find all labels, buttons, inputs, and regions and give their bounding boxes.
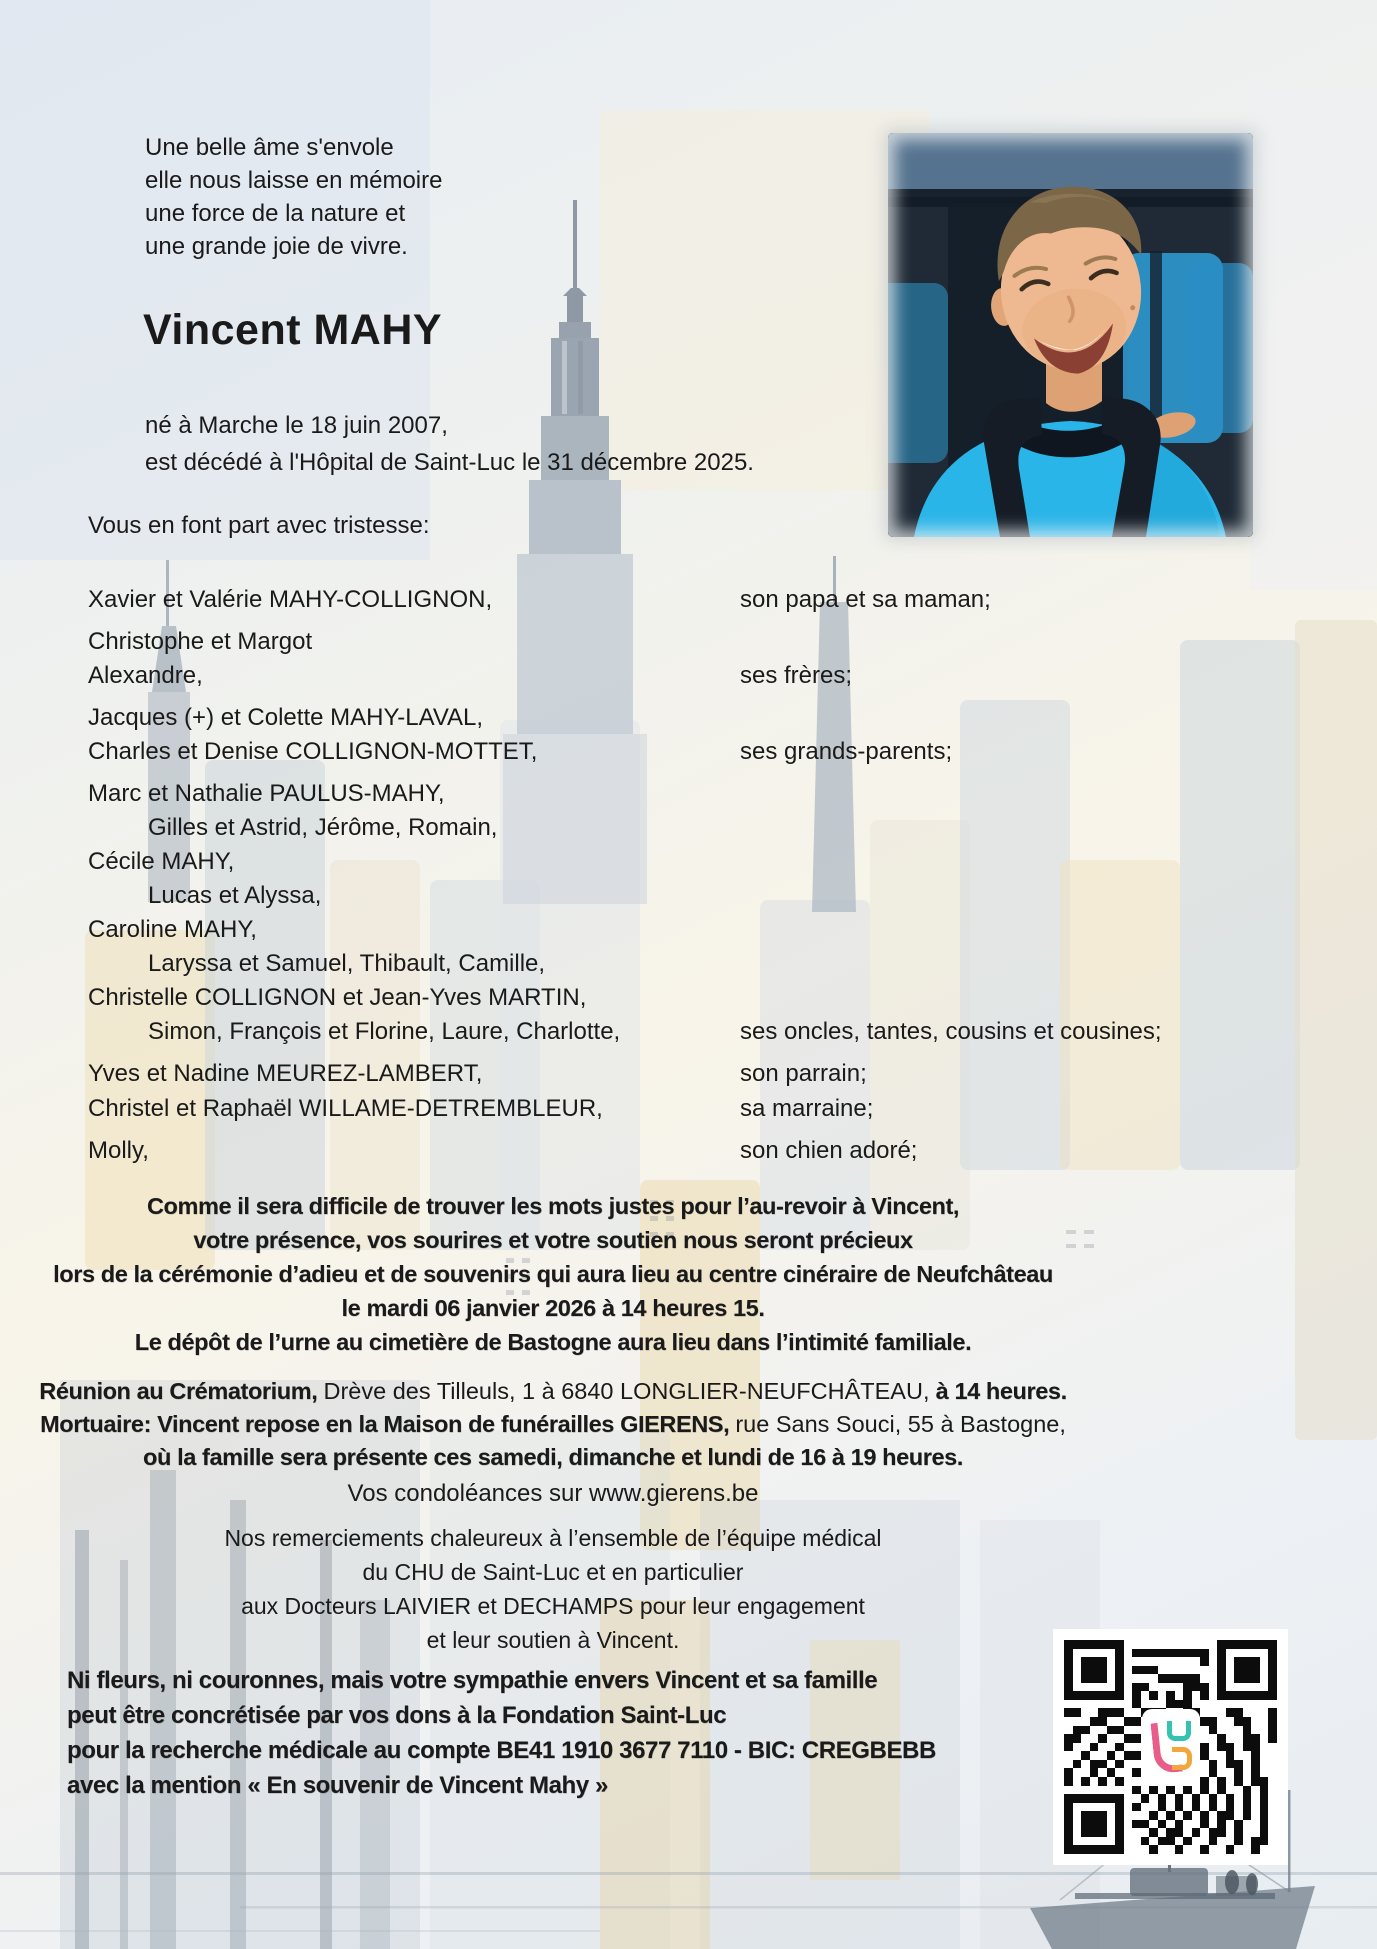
life-dates: [145, 407, 754, 481]
memorial-quote: [145, 131, 442, 263]
donation-request: [67, 1663, 1047, 1803]
family-name-line: Simon, François et Florine, Laure, Charlotte,: [148, 1018, 621, 1045]
donation-line: avec la mention « En souvenir de Vincent Mahy »: [67, 1772, 608, 1799]
condolences-line: Vos condoléances sur www.gierens.be: [347, 1480, 759, 1507]
family-name-line: Jacques (+) et Colette MAHY-LAVAL,: [88, 704, 484, 731]
family-row-brothers: [88, 625, 1338, 693]
family-name-line: Caroline MAHY,: [88, 916, 257, 943]
ceremony-line: lors de la cérémonie d’adieu et de souvenirs qui aura lieu au centre cinéraire de Neufchâteau: [53, 1261, 1053, 1287]
crematorium-address: Drève des Tilleuls, 1 à 6840 LONGLIER-NEUFCHÂTEAU,: [323, 1378, 930, 1404]
announcement-intro: Vous en font part avec tristesse:: [88, 512, 430, 539]
quote-line: Une belle âme s'envole: [145, 134, 394, 161]
crematorium-label: Réunion au Crématorium,: [39, 1378, 318, 1404]
family-name-line: Xavier et Valérie MAHY-COLLIGNON,: [88, 586, 493, 613]
family-name-line: Gilles et Astrid, Jérôme, Romain,: [148, 814, 498, 841]
donation-line: peut être concrétisée par vos dons à la Fondation Saint-Luc: [67, 1702, 727, 1729]
family-name-line: Alexandre,: [88, 662, 203, 689]
family-list: [88, 583, 1338, 1176]
family-name-line: Yves et Nadine MEUREZ-LAMBERT,: [88, 1060, 483, 1087]
family-row-uncles-aunts: [88, 777, 1338, 1049]
relation-label: ses oncles, tantes, cousins et cousines;: [740, 1018, 1162, 1045]
family-name-line: Christel et Raphaël WILLAME-DETREMBLEUR,: [88, 1095, 603, 1122]
relation-label: son chien adoré;: [740, 1137, 918, 1164]
relation-label: son papa et sa maman;: [740, 586, 991, 613]
family-name-line: Cécile MAHY,: [88, 848, 235, 875]
ceremony-line: le mardi 06 janvier 2026 à 14 heures 15.: [341, 1295, 765, 1321]
relation-label: son parrain;: [740, 1060, 867, 1087]
quote-line: une force de la nature et: [145, 200, 406, 227]
crematorium-line: [38, 1375, 1068, 1408]
ceremony-line: Comme il sera difficile de trouver les mots justes pour l’au-revoir à Vincent,: [146, 1193, 959, 1219]
ceremony-line: Le dépôt de l’urne au cimetière de Bastogne aura lieu dans l’intimité familiale.: [134, 1329, 972, 1355]
relation-label: ses grands-parents;: [740, 738, 953, 765]
family-row-godfather: [88, 1057, 1338, 1091]
crematorium-time: à 14 heures.: [935, 1378, 1067, 1404]
thanks-line: Nos remerciements chaleureux à l’ensemble de l’équipe médical: [224, 1525, 882, 1551]
quote-line: une grande joie de vivre.: [145, 233, 408, 260]
logistics-details: [38, 1375, 1068, 1510]
portrait-photo: [888, 133, 1253, 537]
thanks-line: et leur soutien à Vincent.: [426, 1627, 680, 1653]
relation-label: ses frères;: [740, 662, 853, 689]
family-row-dog: [88, 1134, 1338, 1168]
donation-line: pour la recherche médicale au compte BE41 1910 3677 7110 - BIC: CREGBEBB: [67, 1737, 936, 1764]
qr-code: [1053, 1629, 1288, 1865]
family-row-godmother: [88, 1092, 1338, 1126]
deceased-name: Vincent MAHY: [143, 306, 443, 354]
family-row-grandparents: [88, 701, 1338, 769]
thanks-line: du CHU de Saint-Luc et en particulier: [362, 1559, 744, 1585]
family-name-line: Marc et Nathalie PAULUS-MAHY,: [88, 780, 445, 807]
death-line: est décédé à l'Hôpital de Saint-Luc le 31 décembre 2025.: [145, 449, 754, 476]
quote-line: elle nous laisse en mémoire: [145, 167, 443, 194]
family-row-parents: [88, 583, 1338, 617]
donation-line: Ni fleurs, ni couronnes, mais votre sympathie envers Vincent et sa famille: [67, 1667, 878, 1694]
relation-label: sa marraine;: [740, 1095, 874, 1122]
visiting-hours-line: où la famille sera présente ces samedi, dimanche et lundi de 16 à 19 heures.: [143, 1444, 963, 1470]
mortuary-line: [38, 1408, 1068, 1441]
ceremony-line: votre présence, vos sourires et votre soutien nous seront précieux: [193, 1227, 913, 1253]
family-name-line: Lucas et Alyssa,: [148, 882, 322, 909]
acknowledgements: [38, 1521, 1068, 1657]
family-name-line: Christophe et Margot: [88, 628, 313, 655]
family-name-line: Laryssa et Samuel, Thibault, Camille,: [148, 950, 546, 977]
portrait-illustration: [888, 133, 1253, 537]
mortuary-address: rue Sans Souci, 55 à Bastogne,: [735, 1411, 1066, 1437]
family-name-line: Christelle COLLIGNON et Jean-Yves MARTIN,: [88, 984, 587, 1011]
family-name-line: Charles et Denise COLLIGNON-MOTTET,: [88, 738, 538, 765]
ceremony-announcement: [38, 1189, 1068, 1359]
family-name-line: Molly,: [88, 1137, 149, 1164]
thanks-line: aux Docteurs LAIVIER et DECHAMPS pour leur engagement: [241, 1593, 865, 1619]
mortuary-label: Mortuaire: Vincent repose en la Maison de funérailles GIERENS,: [40, 1411, 730, 1437]
fondation-saint-luc-logo: [1142, 1709, 1200, 1785]
logo-u-icon: [1167, 1721, 1191, 1741]
logo-c-icon: [1172, 1747, 1192, 1770]
birth-line: né à Marche le 18 juin 2007,: [145, 412, 448, 439]
